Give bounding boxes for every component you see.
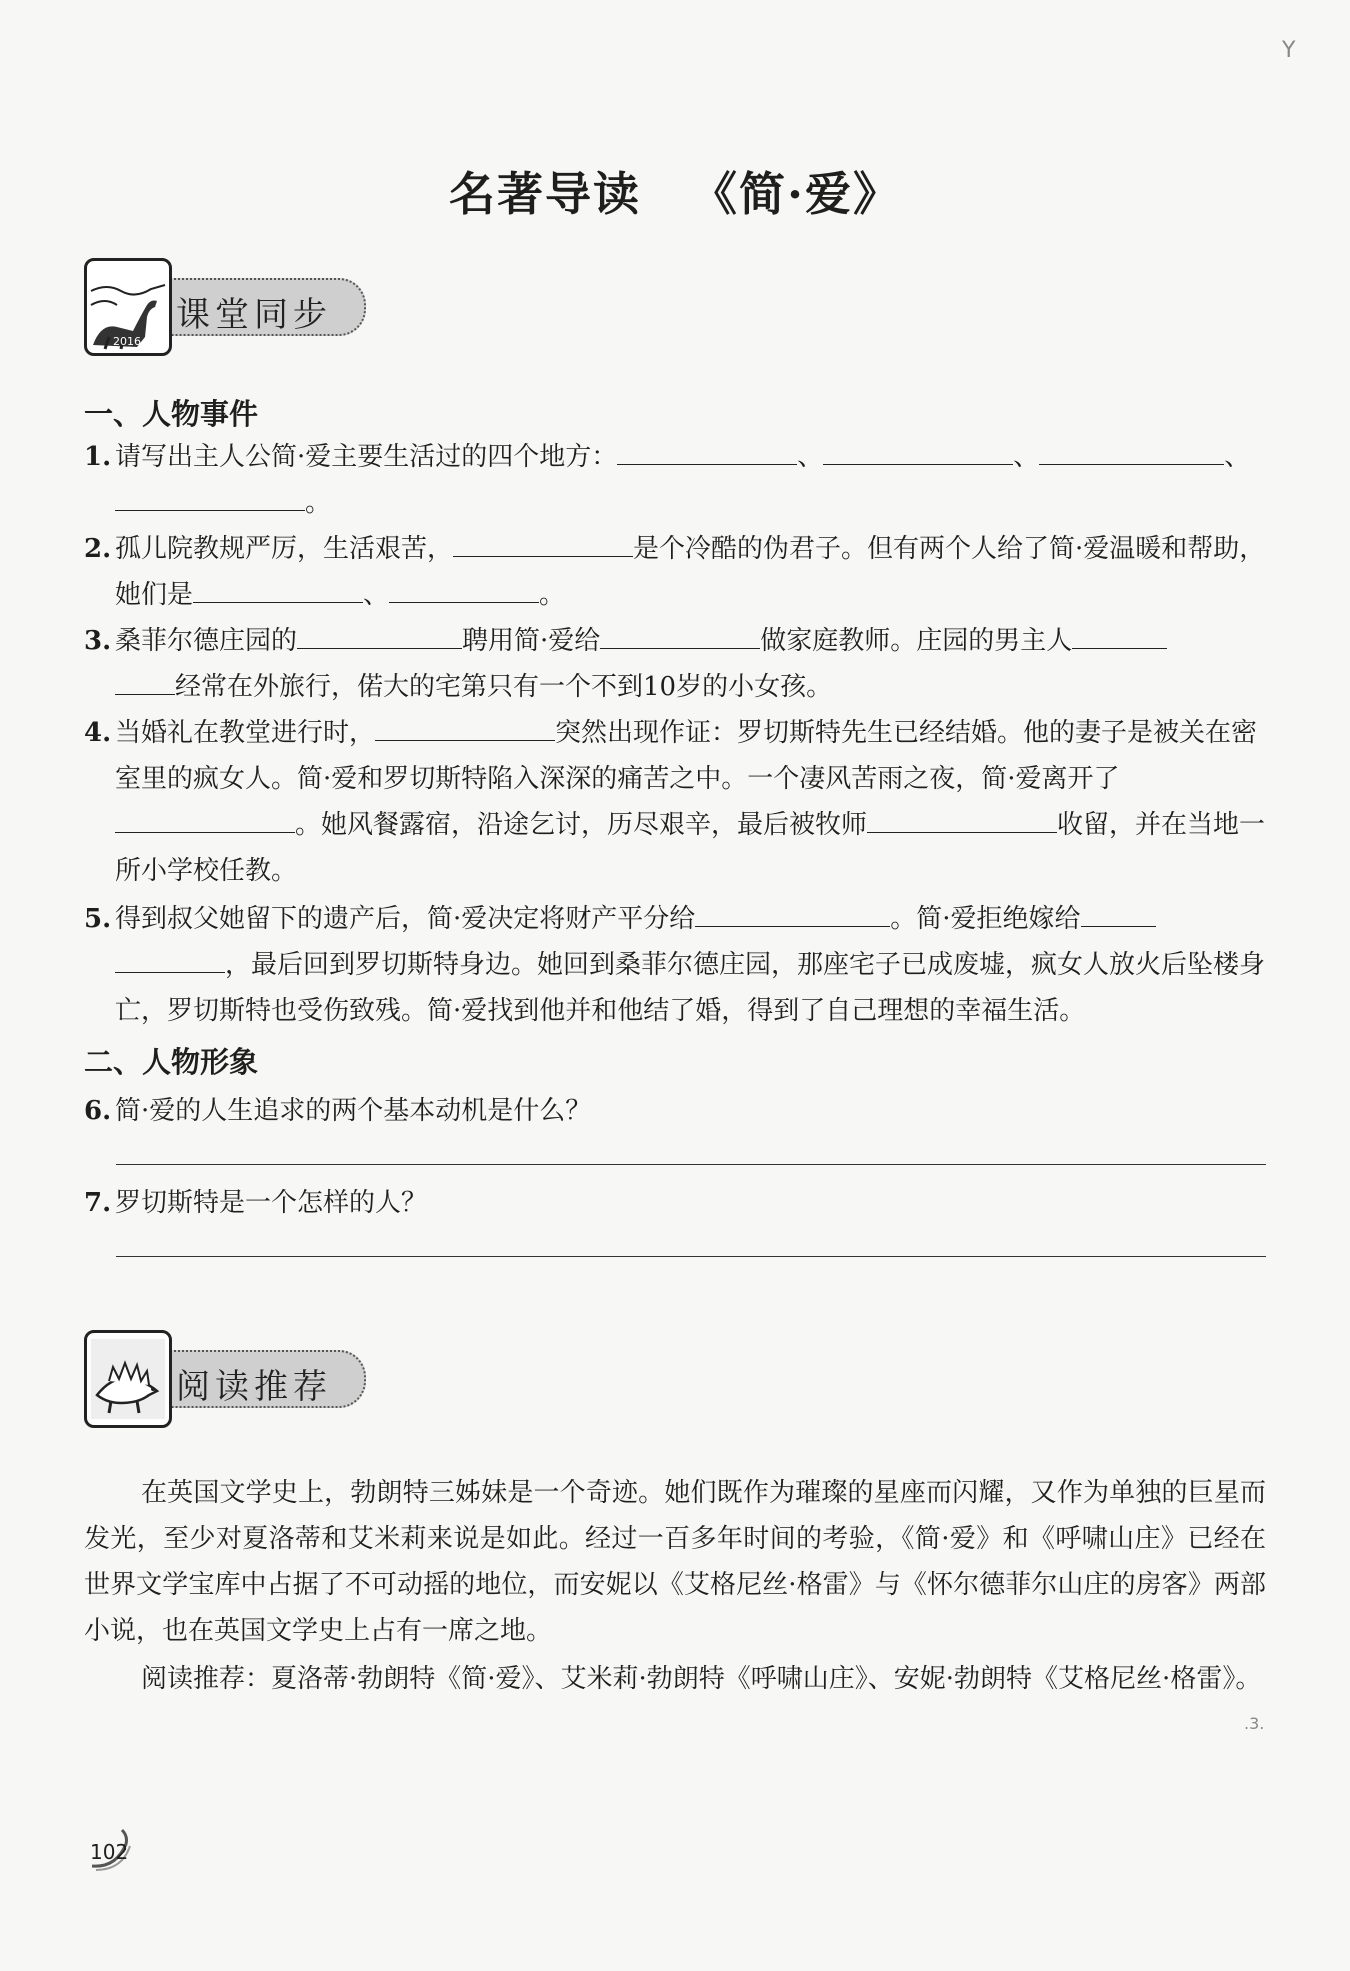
question-text: 经常在外旅行，偌大的宅第只有一个不到10岁的小女孩。 [175, 672, 833, 702]
answer-line[interactable] [116, 1256, 1266, 1257]
answer-blank[interactable] [297, 618, 462, 649]
question-text: 请写出主人公简·爱主要生活过的四个地方： [115, 442, 618, 472]
answer-blank[interactable] [115, 664, 175, 695]
question-number: 2. [84, 534, 112, 564]
title-book: 《简·爱》 [690, 167, 901, 221]
question-text: 罗切斯特是一个怎样的人？ [115, 1188, 428, 1218]
question-number: 4. [84, 718, 112, 748]
answer-blank[interactable] [375, 710, 555, 741]
separator: 、 [1224, 442, 1251, 472]
answer-blank[interactable] [115, 942, 225, 973]
banner-label: 课堂同步 [176, 295, 332, 335]
question-text: 得到叔父她留下的遗产后，简·爱决定将财产平分给 [115, 904, 696, 934]
question-5 [84, 896, 1266, 1034]
question-text: 。简·爱拒绝嫁给 [890, 904, 1081, 934]
section-heading-character-image: 二、人物形象 [84, 1045, 259, 1079]
stegosaurus-icon [84, 1330, 172, 1428]
dinosaur-icon [84, 258, 172, 356]
banner-label: 阅读推荐 [176, 1367, 332, 1407]
separator: 、 [363, 580, 390, 610]
question-text: 做家庭教师。庄园的男主人 [760, 626, 1073, 656]
answer-blank[interactable] [617, 434, 797, 465]
question-3 [84, 618, 1266, 710]
answer-blank[interactable] [1072, 618, 1167, 649]
separator: 、 [1013, 442, 1040, 472]
question-text: 当婚礼在教堂进行时， [115, 718, 376, 748]
question-text: 聘用简·爱给 [462, 626, 601, 656]
answer-line[interactable] [116, 1164, 1266, 1165]
answer-blank[interactable] [695, 896, 890, 927]
question-text: 孤儿院教规严厉，生活艰苦， [115, 534, 454, 564]
question-text: 。她风餐露宿，沿途乞讨，历尽艰辛，最后被牧师 [295, 810, 868, 840]
question-text: 突然出现作证：罗切斯特先生已经结婚。他的妻子是被关在密室里的疯女人。简·爱和罗切斯特陷入深深的痛苦之中。一个凄风苦雨之夜，简·爱离开了 [115, 718, 1258, 794]
question-text: 是个冷酷的伪君子。但有两个人给了简·爱温暖和帮助，她们是 [115, 534, 1266, 610]
question-number: 6. [84, 1096, 112, 1126]
question-text: 简·爱的人生追求的两个基本动机是什么？ [115, 1096, 592, 1126]
question-number: 5. [84, 904, 112, 934]
answer-blank[interactable] [1039, 434, 1224, 465]
banner-reading-recommendation [84, 1330, 374, 1426]
period: 。 [305, 488, 332, 518]
question-6 [84, 1088, 1266, 1134]
period: 。 [539, 580, 566, 610]
question-number: 7. [84, 1188, 112, 1218]
answer-blank[interactable] [115, 480, 305, 511]
question-7 [84, 1180, 1266, 1226]
answer-blank[interactable] [1081, 896, 1156, 927]
answer-blank[interactable] [389, 572, 539, 603]
question-number: 3. [84, 626, 112, 656]
banner-classroom-sync [84, 258, 374, 354]
title-main: 名著导读 [448, 167, 641, 221]
page-number-text: 102 [90, 1840, 129, 1864]
section-heading-character-events: 一、人物事件 [84, 397, 259, 431]
page-number [86, 1826, 134, 1874]
reading-paragraph-2: 阅读推荐：夏洛蒂·勃朗特《简·爱》、艾米莉·勃朗特《呼啸山庄》、安妮·勃朗特《艾格尼丝·格雷》。 [141, 1664, 1262, 1694]
answer-blank[interactable] [115, 802, 295, 833]
question-4 [84, 710, 1266, 894]
answer-blank[interactable] [193, 572, 363, 603]
reading-paragraph-1: 在英国文学史上，勃朗特三姊妹是一个奇迹。她们既作为璀璨的星座而闪耀，又作为单独的巨星而发光，至少对夏洛蒂和艾米莉来说是如此。经过一百多年时间的考验，《简·爱》和《呼啸山庄》已经在世界文学宝库中占据了不可动摇的地位，而安妮以《艾格尼丝·格雷》与《怀尔德菲尔山庄的房客》两部小说，也在英国文学史上占有一席之地。 [84, 1478, 1266, 1646]
answer-blank[interactable] [867, 802, 1057, 833]
answer-blank[interactable] [600, 618, 760, 649]
question-text: ，最后回到罗切斯特身边。她回到桑菲尔德庄园，那座宅子已成废墟，疯女人放火后坠楼身亡，罗切斯特也受伤致残。简·爱找到他并和他结了婚，得到了自己理想的幸福生活。 [115, 950, 1266, 1026]
svg-text:2016: 2016 [113, 335, 141, 348]
corner-mark: Y [1282, 38, 1296, 63]
answer-blank[interactable] [823, 434, 1013, 465]
question-text: 桑菲尔德庄园的 [115, 626, 298, 656]
speck-mark: .3. [1244, 1714, 1265, 1733]
question-text: 收留，并在当地一所小学校任教。 [115, 810, 1266, 886]
question-2 [84, 526, 1266, 618]
question-number: 1. [84, 442, 112, 472]
answer-blank[interactable] [453, 526, 633, 557]
page-title [0, 158, 1350, 224]
question-1 [84, 434, 1266, 526]
separator: 、 [797, 442, 824, 472]
